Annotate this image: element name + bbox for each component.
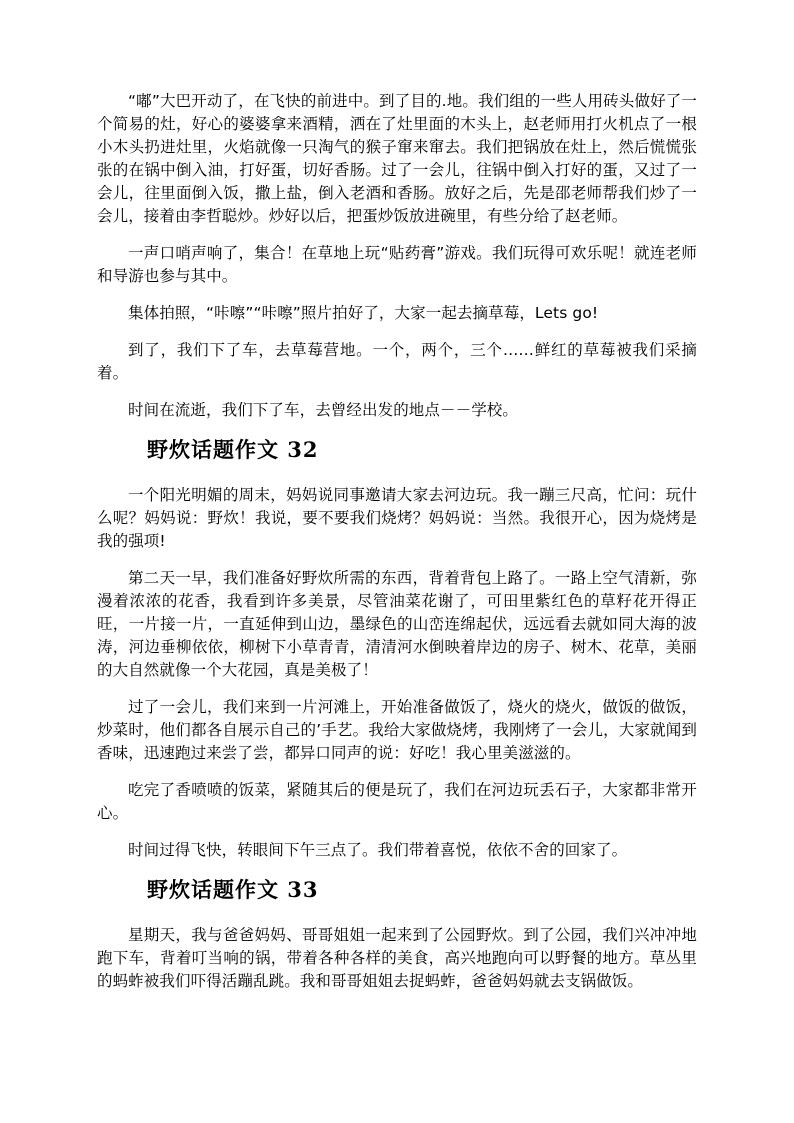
paragraph: 时间过得飞快，转眼间下午三点了。我们带着喜悦，依依不舍的回家了。: [128, 841, 628, 859]
paragraph: 过了一会儿，我们来到一片河滩上，开始准备做饭了，烧火的烧火，做饭的做饭，炒菜时，他们都各自展示自己的’手艺。我给大家做烧烤，我刚烤了一会儿，大家就闻到香味，迅速跑过来尝了尝，都异口同声的说：好吃！我心里美滋滋的。: [97, 698, 697, 762]
paragraph: 星期天，我与爸爸妈妈、哥哥姐姐一起来到了公园野炊。到了公园，我们兴冲冲地跑下车，背着叮当响的锅，带着各种各样的美食，高兴地跑向可以野餐的地方。草丛里的蚂蚱被我们吓得活蹦乱跳。我和哥哥姐姐去捉蚂蚱，爸爸妈妈就去支锅做饭。: [97, 926, 697, 990]
paragraph: 一个阳光明媚的周末，妈妈说同事邀请大家去河边玩。我一蹦三尺高，忙问：玩什么呢？妈妈说：野炊！我说，要不要我们烧烤？妈妈说：当然。我很开心，因为烧烤是我的强项!: [97, 486, 697, 550]
paragraph: 吃完了香喷喷的饭菜，紧随其后的便是玩了，我们在河边玩丢石子，大家都非常开心。: [97, 781, 697, 822]
paragraph: 时间在流逝，我们下了车，去曾经出发的地点－－学校。: [128, 401, 519, 419]
section-heading: 野炊话题作文 32: [147, 437, 319, 462]
section-heading: 野炊话题作文 33: [147, 877, 319, 902]
section-intro: [97, 90, 697, 422]
paragraph: 集体拍照，“咔嚓”“咔嚓”照片拍好了，大家一起去摘草莓，Lets go!: [128, 304, 599, 322]
section-essay-33: [97, 876, 697, 993]
paragraph: “嘟”大巴开动了，在飞快的前进中。到了目的.地。我们组的一些人用砖头做好了一个简易的灶，好心的婆婆拿来酒精，洒在了灶里面的木头上，赵老师用打火机点了一根小木头扔进灶里，火焰就像一只淘气的猴子窜来窜去。我们把锅放在灶上，然后慌慌张张的在锅中倒入油，打好蛋，切好香肠。过了一会儿，往锅中倒入打好的蛋，又过了一会儿，往里面倒入饭，撒上盐，倒入老酒和香肠。放好之后，先是邵老师帮我们炒了一会儿，接着由李哲聪炒。炒好以后，把蛋炒饭放进碗里，有些分给了赵老师。: [97, 92, 697, 225]
section-essay-32: [97, 436, 697, 862]
paragraph: 第二天一早，我们准备好野炊所需的东西，背着背包上路了。一路上空气清新，弥漫着浓浓的花香，我看到许多美景，尽管油菜花谢了，可田里紫红色的草籽花开得正旺，一片接一片，一直延伸到山边，墨绿色的山峦连绵起伏，远远看去就如同大海的波涛，河边垂柳依依，柳树下小草青青，清清河水倒映着岸边的房子、树木、花草，美丽的大自然就像一个大花园，真是美极了！: [97, 569, 697, 679]
document-body: [97, 90, 697, 993]
paragraph: 到了，我们下了车，去草莓营地。一个，两个，三个……鲜红的草莓被我们采摘着。: [97, 341, 697, 382]
paragraph: 一声口哨声响了，集合！在草地上玩“贴药膏”游戏。我们玩得可欢乐呢！就连老师和导游也参与其中。: [97, 244, 697, 285]
